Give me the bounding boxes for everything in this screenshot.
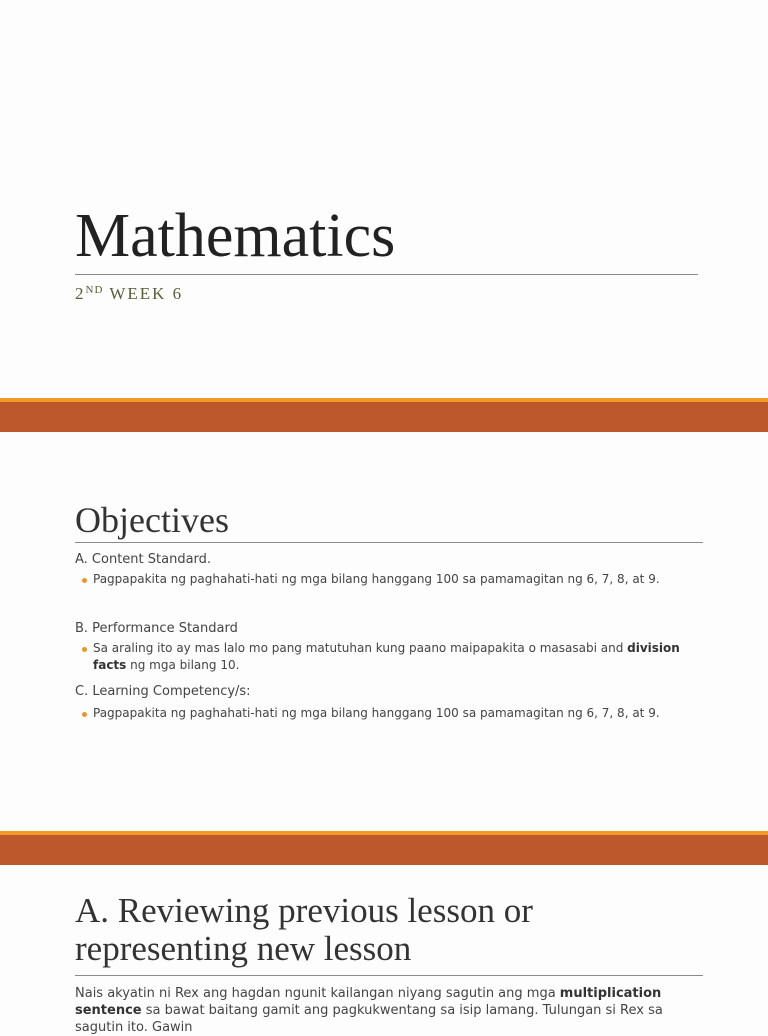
review-paragraph bbox=[75, 985, 705, 1036]
objectives-heading: Objectives bbox=[75, 500, 229, 540]
content-standard-label: A. Content Standard. bbox=[75, 552, 212, 567]
separator-band bbox=[0, 835, 768, 865]
review-heading bbox=[75, 892, 715, 968]
paragraph-emphasis: multiplication sentence bbox=[75, 986, 662, 1018]
learning-competency-bullet: Pagpapakita ng paghahati-hati ng mga bilang hanggang 100 sa pamamagitan ng 6, 7, 8, at 9. bbox=[93, 706, 660, 720]
bullet-marker bbox=[82, 712, 87, 717]
bullet-emphasis: division facts bbox=[93, 641, 680, 672]
slide-separator bbox=[0, 831, 768, 865]
paragraph-text: sa bawat baitang gamit ang pagkukwentang sa isip lamang. Tulungan si Rex sa sagutin ito. Gawin bbox=[75, 1003, 663, 1035]
review-slide bbox=[0, 865, 768, 1035]
paragraph-text: Nais akyatin ni Rex ang hagdan ngunit kailangan niyang sagutin ang mga bbox=[75, 986, 560, 1001]
slide-title: Mathematics bbox=[75, 202, 396, 270]
bullet-text: Sa araling ito ay mas lalo mo pang matutuhan kung paano maipapakita o masasabi and bbox=[93, 641, 628, 655]
performance-standard-bullet bbox=[93, 640, 708, 674]
bullet-marker bbox=[82, 578, 87, 583]
slide-subtitle bbox=[75, 284, 183, 304]
review-heading-line: representing new lesson bbox=[75, 929, 412, 968]
content-standard-bullet: Pagpapakita ng paghahati-hati ng mga bilang hanggang 100 sa pamamagitan ng 6, 7, 8, at 9. bbox=[93, 572, 660, 586]
subtitle-superscript: ND bbox=[85, 284, 104, 296]
subtitle-number: 2 bbox=[75, 284, 86, 303]
title-divider bbox=[75, 274, 698, 275]
title-slide bbox=[0, 0, 768, 398]
performance-standard-label: B. Performance Standard bbox=[75, 621, 238, 636]
review-heading-line: A. Reviewing previous lesson or bbox=[75, 891, 533, 930]
separator-band bbox=[0, 402, 768, 432]
bullet-marker bbox=[82, 647, 87, 652]
bullet-text: ng mga bilang 10. bbox=[126, 658, 240, 672]
learning-competency-label: C. Learning Competency/s: bbox=[75, 684, 251, 699]
slide-separator bbox=[0, 398, 768, 432]
objectives-divider bbox=[75, 542, 703, 543]
review-divider bbox=[75, 975, 703, 976]
subtitle-week: WEEK 6 bbox=[103, 284, 184, 303]
objectives-slide bbox=[0, 432, 768, 831]
